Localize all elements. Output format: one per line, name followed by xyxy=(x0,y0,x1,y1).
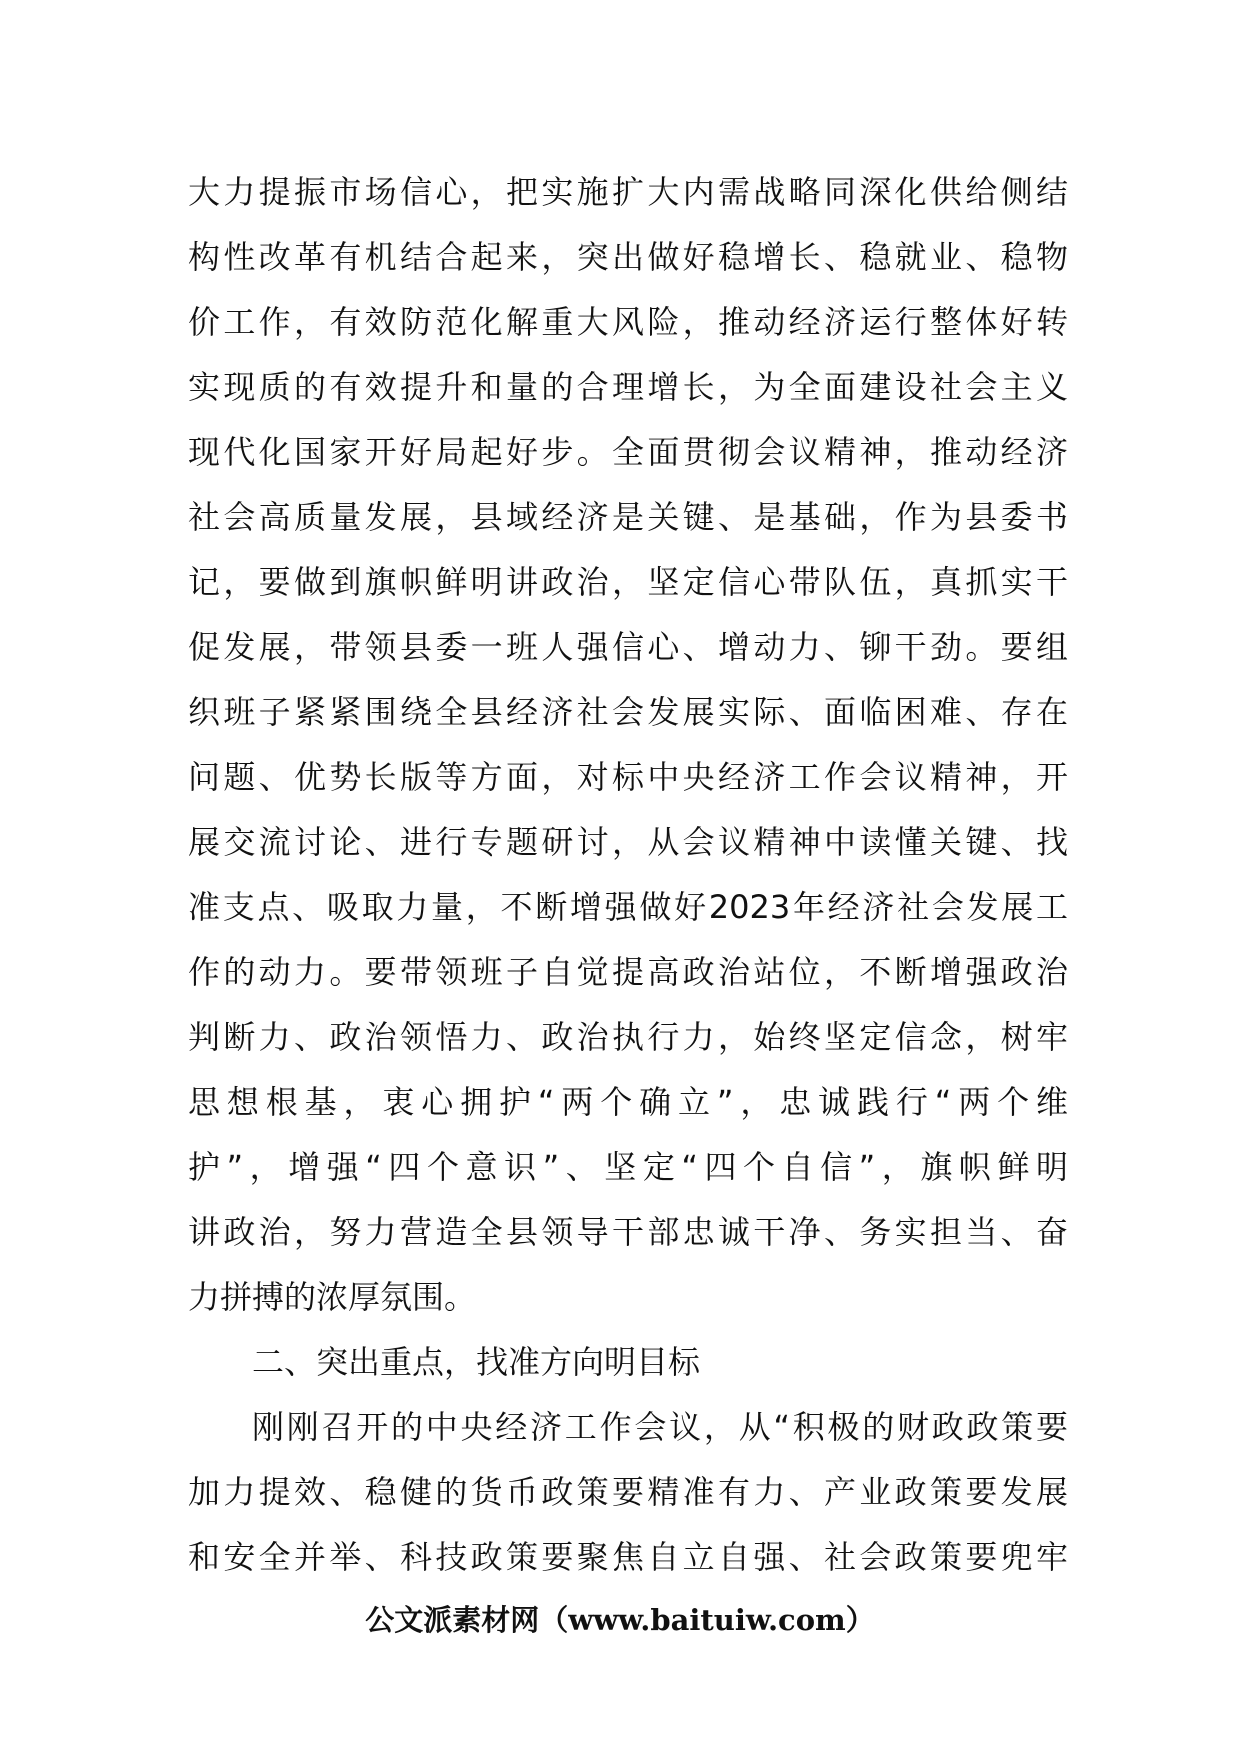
paragraph-1-line: 构性改革有机结合起来，突出做好稳增长、稳就业、稳物 xyxy=(188,238,1068,276)
paragraph-1-line: 价工作，有效防范化解重大风险，推动经济运行整体好转 xyxy=(188,303,1068,341)
paragraph-2-line: 和安全并举、科技政策要聚焦自立自强、社会政策要兜牢 xyxy=(188,1538,1068,1576)
paragraph-1-line: 实现质的有效提升和量的合理增长，为全面建设社会主义 xyxy=(188,368,1068,406)
paragraph-1-line: 作的动力。要带领班子自觉提高政治站位，不断增强政治 xyxy=(188,953,1068,991)
paragraph-2-line: 加力提效、稳健的货币政策要精准有力、产业政策要发展 xyxy=(188,1473,1068,1511)
document-body xyxy=(188,160,1068,1590)
paragraph-2-line: 刚刚召开的中央经济工作会议，从“积极的财政政策要 xyxy=(252,1408,1068,1446)
paragraph-1-line: 展交流讨论、进行专题研讨，从会议精神中读懂关键、找 xyxy=(188,823,1068,861)
paragraph-1-line: 准支点、吸取力量，不断增强做好2023年经济社会发展工 xyxy=(188,888,1068,926)
paragraph-1-line: 力拼搏的浓厚氛围。 xyxy=(188,1278,477,1316)
paragraph-1-line: 思想根基，衷心拥护“两个确立”，忠诚践行“两个维 xyxy=(188,1083,1068,1121)
paragraph-1-line: 大力提振市场信心，把实施扩大内需战略同深化供给侧结 xyxy=(188,173,1068,211)
paragraph-1-line: 判断力、政治领悟力、政治执行力，始终坚定信念，树牢 xyxy=(188,1018,1068,1056)
watermark-footer: 公文派素材网（www.baituiw.com） xyxy=(365,1603,875,1637)
paragraph-1-line: 护”，增强“四个意识”、坚定“四个自信”，旗帜鲜明 xyxy=(188,1148,1068,1186)
paragraph-1-line: 促发展，带领县委一班人强信心、增动力、铆干劲。要组 xyxy=(188,628,1068,666)
paragraph-1-line: 记，要做到旗帜鲜明讲政治，坚定信心带队伍，真抓实干 xyxy=(188,563,1068,601)
section-heading: 二、突出重点，找准方向明目标 xyxy=(252,1343,701,1381)
paragraph-1-line: 问题、优势长版等方面，对标中央经济工作会议精神，开 xyxy=(188,758,1068,796)
paragraph-1-line: 现代化国家开好局起好步。全面贯彻会议精神，推动经济 xyxy=(188,433,1068,471)
paragraph-1-line: 织班子紧紧围绕全县经济社会发展实际、面临困难、存在 xyxy=(188,693,1068,731)
paragraph-1-line: 讲政治，努力营造全县领导干部忠诚干净、务实担当、奋 xyxy=(188,1213,1068,1251)
paragraph-1-line: 社会高质量发展，县域经济是关键、是基础，作为县委书 xyxy=(188,498,1068,536)
